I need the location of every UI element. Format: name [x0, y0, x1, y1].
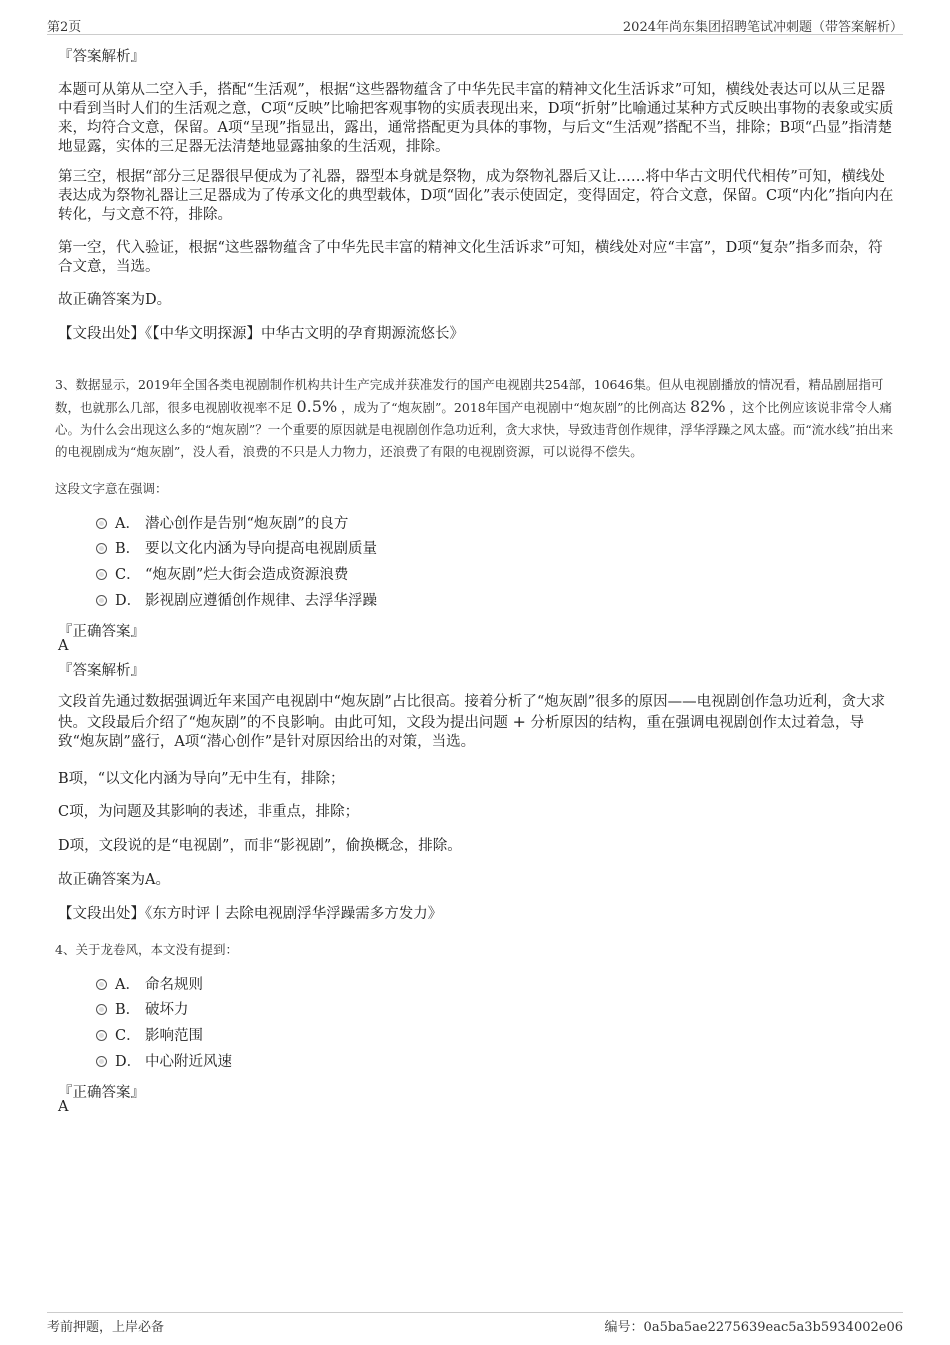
radio-icon[interactable] — [96, 979, 107, 990]
q4-option-d[interactable]: D． 中心附近风速 — [96, 1052, 232, 1072]
q3-source: 【文段出处】《东方时评丨去除电视剧浮华浮躁需多方发力》 — [58, 906, 443, 922]
q3-option-c[interactable]: C． “炮灰剧”烂大街会造成资源浪费 — [96, 565, 348, 585]
footer-slogan: 考前押题，上岸必备 — [47, 1320, 165, 1335]
q3-analysis-paragraph: B项，“以文化内涵为导向”无中生有，排除； — [58, 771, 345, 787]
q3-analysis-paragraph: 文段首先通过数据强调近年来国产电视剧中“炮灰剧”占比很高。接着分析了“炮灰剧”很多的原因——电视剧创作急功近利，贪大求快。文段最后介绍了“炮灰剧”的不良影响。由此可知，文段为提出问题 + 分析原因的结构，重在强调电视剧创作太过着急，导致“炮灰剧”盛行，A项“潜心创作”是针对原因给出的对策，当选。 — [58, 694, 886, 750]
q3-analysis-paragraph: D项，文段说的是“电视剧”，而非“影视剧”，偷换概念，排除。 — [58, 838, 462, 854]
page-number: 第2页 — [47, 20, 82, 35]
q2-analysis-label: 『答案解析』 — [58, 49, 145, 65]
q3-analysis-paragraph: C项，为问题及其影响的表述，非重点，排除； — [58, 804, 360, 820]
radio-icon[interactable] — [96, 518, 107, 529]
q2-source: 【文段出处】《【中华文明探源】中华古文明的孕育期源流悠长》 — [58, 326, 464, 342]
q3-prompt: 这段文字意在强调： — [55, 481, 168, 496]
q4-option-a[interactable]: A． 命名规则 — [96, 975, 203, 995]
q2-analysis-paragraph: 第三空，根据“部分三足器很早便成为了礼器，器型本身就是祭物，成为祭物礼器后又让……将中华古文明代代相传”可知，横线处表达成为祭物礼器让三足器成为了传承文化的典型载体，D项“固化”表示使固定，变得固定，符合文意，保留。C项“内化”指向内在转化，与文意不符，排除。 — [58, 169, 894, 223]
q3-option-d[interactable]: D． 影视剧应遵循创作规律、去浮华浮躁 — [96, 591, 377, 611]
radio-icon[interactable] — [96, 569, 107, 580]
q3-correct-label: 『正确答案』 — [58, 624, 145, 640]
document-title: 2024年尚东集团招聘笔试冲刺题（带答案解析） — [622, 20, 903, 35]
q4-correct-answer: A — [58, 1099, 69, 1115]
page-header — [47, 14, 903, 35]
q4-option-b[interactable]: B． 破坏力 — [96, 1000, 189, 1020]
radio-icon[interactable] — [96, 1030, 107, 1041]
q3-option-a[interactable]: A． 潜心创作是告别“炮灰剧”的良方 — [96, 514, 348, 534]
q4-correct-label: 『正确答案』 — [58, 1085, 145, 1101]
q4-stem: 4、关于龙卷风，本文没有提到： — [55, 942, 238, 957]
radio-icon[interactable] — [96, 1056, 107, 1067]
percent-value: 82% — [690, 397, 726, 416]
q3-stem: 3、数据显示，2019年全国各类电视剧制作机构共计生产完成并获准发行的国产电视剧共254部，10646集。但从电视剧播放的情况看，精品剧屈指可数，也就那么几部，很多电视剧收视率不足 0.5% ，成为了“炮灰剧”。2018年国产电视剧中“炮灰剧”的比例高达 82% ，这个比例应该说非常令人痛心。为什么会出现这么多的“炮灰剧”？一个重要的原因就是电视剧创作急功近利，贪大求快，导致违背创作规律，浮华浮躁之风太盛。而“流水线”拍出来的电视剧成为“炮灰剧”，没人看，浪费的不只是人力物力，还浪费了有限的电视剧资源，可以说得不偿失。 — [55, 377, 894, 459]
radio-icon[interactable] — [96, 1004, 107, 1015]
page-footer — [47, 1312, 903, 1335]
document-id: 编号：0a5ba5ae2275639eac5a3b5934002e06 — [604, 1320, 903, 1335]
q3-analysis-label: 『答案解析』 — [58, 663, 145, 679]
plus-sign: + — [512, 712, 526, 731]
q3-option-b[interactable]: B． 要以文化内涵为导向提高电视剧质量 — [96, 539, 377, 559]
q3-conclusion: 故正确答案为A。 — [58, 872, 170, 888]
radio-icon[interactable] — [96, 543, 107, 554]
q4-option-c[interactable]: C． 影响范围 — [96, 1026, 203, 1046]
q2-analysis-paragraph: 第一空，代入验证，根据“这些器物蕴含了中华先民丰富的精神文化生活诉求”可知，横线处对应“丰富”，D项“复杂”指多而杂，符合文意，当选。 — [58, 240, 883, 275]
percent-value: 0.5% — [296, 397, 338, 416]
q2-conclusion: 故正确答案为D。 — [58, 292, 172, 308]
q3-correct-answer: A — [58, 638, 69, 654]
radio-icon[interactable] — [96, 595, 107, 606]
q2-analysis-paragraph: 本题可从第从二空入手，搭配“生活观”，根据“这些器物蕴含了中华先民丰富的精神文化生活诉求”可知，横线处表达可以从三足器中看到当时人们的生活观之意，C项“反映”比喻把客观事物的实质表现出来，D项“折射”比喻通过某种方式反映出事物的表象或实质来，均符合文意，保留。A项“呈现”指显出，露出，通常搭配更为具体的事物，与后文“生活观”搭配不当，排除；B项“凸显”指清楚地显露，实体的三足器无法清楚地显露抽象的生活观，排除。 — [58, 82, 894, 155]
